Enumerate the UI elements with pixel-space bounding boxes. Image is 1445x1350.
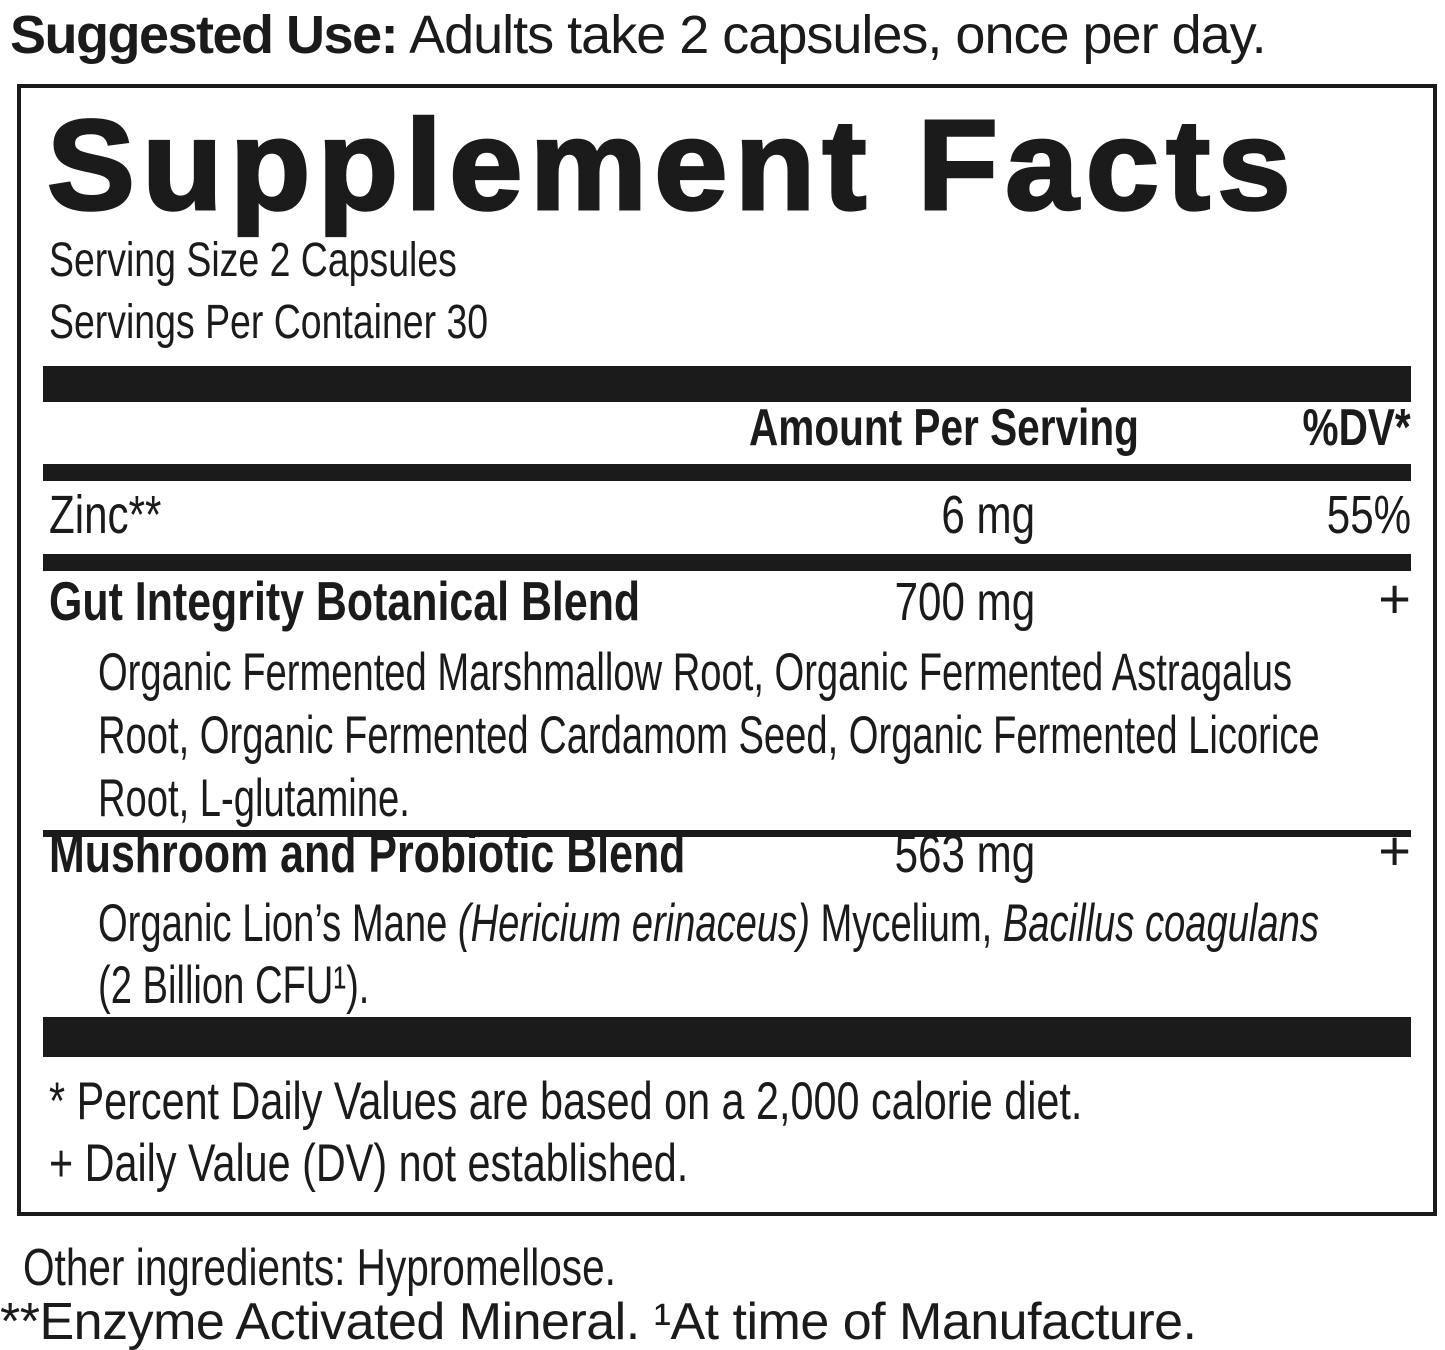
nutrient-row-zinc — [43, 481, 1411, 554]
gut-blend-amount: 700 mg — [894, 572, 1035, 632]
zinc-dv: 55% — [1326, 485, 1411, 545]
zinc-name: Zinc** — [49, 485, 162, 545]
amount-per-serving-header: Amount Per Serving — [749, 399, 1139, 457]
supplement-facts-panel — [17, 84, 1437, 1216]
blend-row-mushroom — [43, 819, 1411, 893]
mushroom-blend-name: Mushroom and Probiotic Blend — [49, 822, 686, 884]
mushroom-blend-amount: 563 mg — [894, 824, 1035, 884]
blend-row-gut — [43, 567, 1411, 641]
other-ingredients: Other ingredients: Hypromellose. — [23, 1239, 616, 1297]
ingredient-line: Root, Organic Fermented Cardamom Seed, Organic Fermented Licorice — [98, 706, 1320, 765]
ingredient-line: Organic Fermented Marshmallow Root, Organic Fermented Astragalus — [98, 643, 1293, 702]
zinc-amount: 6 mg — [941, 485, 1035, 545]
gut-blend-dv: + — [1378, 567, 1411, 630]
separator-bar-thick-top — [43, 366, 1411, 402]
bottom-note: **Enzyme Activated Mineral. ¹At time of Manufacture. — [0, 1293, 1197, 1350]
separator-bar-medium — [43, 464, 1411, 481]
gut-blend-ingredients — [43, 641, 1411, 830]
ingredient-line: Organic Lion’s Mane (Hericium erinaceus) Mycelium, Bacillus coagulans — [98, 894, 1319, 953]
mushroom-blend-dv: + — [1378, 819, 1411, 882]
suggested-use-text: Adults take 2 capsules, once per day. — [409, 5, 1266, 65]
blend-section-mushroom — [43, 819, 1411, 1017]
gut-blend-name: Gut Integrity Botanical Blend — [49, 570, 641, 632]
blend-section-gut — [43, 567, 1411, 830]
ingredient-line: (2 Billion CFU¹). — [98, 956, 370, 1015]
separator-bar-thick-bottom — [43, 1017, 1411, 1057]
column-header-row — [43, 399, 1411, 464]
serving-size: Serving Size 2 Capsules — [49, 234, 457, 287]
mushroom-blend-ingredients — [43, 893, 1411, 1017]
dv-header: %DV* — [1302, 399, 1411, 457]
footnote-dv: * Percent Daily Values are based on a 2,000 calorie diet. — [49, 1072, 1083, 1131]
servings-per-container: Servings Per Container 30 — [49, 296, 489, 349]
ingredient-line: Root, L-glutamine. — [98, 769, 410, 828]
footnote-plus: + Daily Value (DV) not established. — [49, 1134, 689, 1193]
suggested-use-line — [10, 4, 1266, 66]
panel-title: Supplement Facts — [47, 94, 1298, 237]
suggested-use-label: Suggested Use: — [10, 5, 398, 65]
